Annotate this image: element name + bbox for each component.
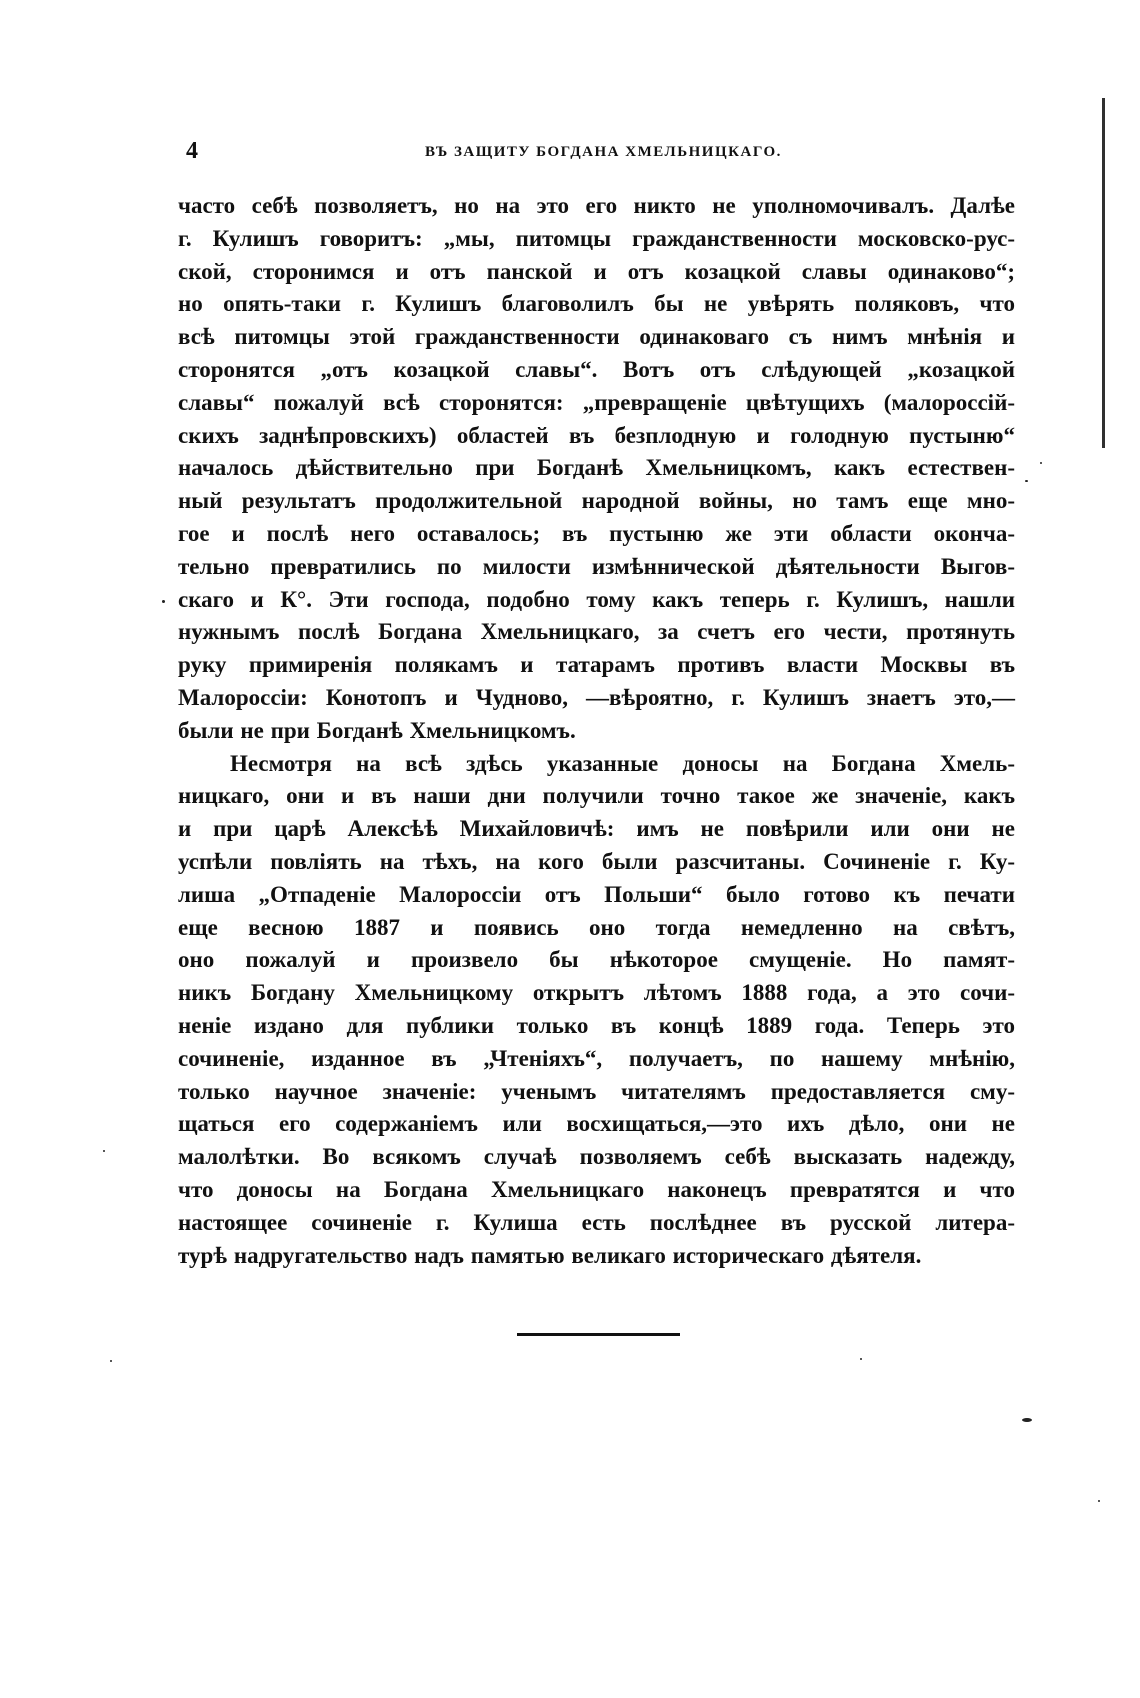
text-line: неніе издано для публики только въ концѣ 1889 года. Теперь это [178,1012,1015,1038]
scan-speck [1022,1418,1032,1422]
text-line: щаться его содержаніемъ или восхищаться,—это ихъ дѣло, они не [178,1111,1015,1137]
text-line: только научное значеніе: ученымъ читателямъ предоставляется сму- [178,1078,1015,1104]
text-line: настоящее сочиненіе г. Кулиша есть послѣднее въ русской литера- [178,1209,1015,1235]
text-line: Несмотря на всѣ здѣсь указанные доносы на Богдана Хмель- [230,750,1015,776]
text-line: успѣли повліять на тѣхъ, на кого были разсчитаны. Сочиненіе г. Ку- [178,848,1015,874]
text-line: были не при Богданѣ Хмельницкомъ. [178,717,576,743]
text-line: малолѣтки. Во всякомъ случаѣ позволяемъ себѣ высказать надежду, [178,1144,1015,1170]
text-line: тельно превратились по милости измѣннической дѣятельности Выгов- [178,553,1015,579]
scan-speck [103,1150,105,1152]
paragraph-1 [178,190,1015,748]
text-line: никъ Богдану Хмельницкому открытъ лѣтомъ 1888 года, а это сочи- [178,980,1015,1006]
text-line: часто себѣ позволяетъ, но на это его никто не уполномочивалъ. Далѣе [178,193,1015,218]
text-line: всѣ питомцы этой гражданственности одинаковаго съ нимъ мнѣнія и [178,324,1015,350]
text-line: г. Кулишъ говоритъ: „мы, питомцы гражданственности московско-рус- [178,225,1015,251]
text-line: скаго и К°. Эти господа, подобно тому какъ теперь г. Кулишъ, нашли [178,586,1015,612]
text-line: началось дѣйствительно при Богданѣ Хмельницкомъ, какъ естествен- [178,455,1015,481]
text-line: славы“ пожалуй всѣ сторонятся: „превращеніе цвѣтущихъ (малороссій- [178,389,1015,415]
text-line: оно пожалуй и произвело бы нѣкоторое смущеніе. Но памят- [178,947,1015,973]
text-line: что доносы на Богдана Хмельницкаго наконецъ превратятся и что [178,1176,1015,1202]
text-line: скихъ заднѣпровскихъ) областей въ безплодную и голодную пустыню“ [178,422,1015,448]
text-line: ный результатъ продолжительной народной войны, но тамъ еще мно- [178,488,1015,514]
scan-speck [110,1360,112,1362]
text-line: турѣ надругательство надъ памятью великаго историческаго дѣятеля. [178,1242,922,1268]
page-number: 4 [186,138,198,164]
text-line: ской, сторонимся и отъ панской и отъ козацкой славы одинаково“; [178,258,1015,284]
scan-speck [162,600,165,603]
text-line: и при царѣ Алексѣѣ Михайловичѣ: имъ не повѣрили или они не [178,816,1015,842]
scan-edge-line [1102,98,1105,448]
scan-speck [1040,462,1042,464]
text-line: еще весною 1887 и появись оно тогда немедленно на свѣтъ, [178,914,1015,940]
text-line: но опять-таки г. Кулишъ благоволилъ бы не увѣрять поляковъ, что [178,291,1015,317]
running-title: ВЪ ЗАЩИТУ БОГДАНА ХМЕЛЬНИЦКАГО. [425,144,782,160]
scan-speck [1025,480,1028,482]
text-line: Малороссіи: Конотопъ и Чудново, —вѣроятно, г. Кулишъ знаетъ это,— [178,684,1015,710]
text-line: сторонятся „отъ козацкой славы“. Вотъ отъ слѣдующей „козацкой [178,356,1015,382]
scan-speck [860,1358,862,1360]
running-head [186,138,1021,170]
text-line: сочиненіе, изданное въ „Чтеніяхъ“, получаетъ, по нашему мнѣнію, [178,1045,1015,1071]
end-rule [517,1333,680,1336]
body-text [178,190,1015,1272]
text-line: ницкаго, они и въ наши дни получили точно такое же значеніе, какъ [178,783,1015,809]
text-line: руку примиренія полякамъ и татарамъ противъ власти Москвы въ [178,652,1015,678]
text-line: гое и послѣ него оставалось; въ пустыню же эти области оконча- [178,520,1015,546]
text-line: лиша „Отпаденіе Малороссіи отъ Польши“ было готово къ печати [178,881,1015,907]
paragraph-2 [178,748,1015,1273]
scan-speck [1098,1500,1100,1502]
text-line: нужнымъ послѣ Богдана Хмельницкаго, за счетъ его чести, протянуть [178,619,1015,645]
